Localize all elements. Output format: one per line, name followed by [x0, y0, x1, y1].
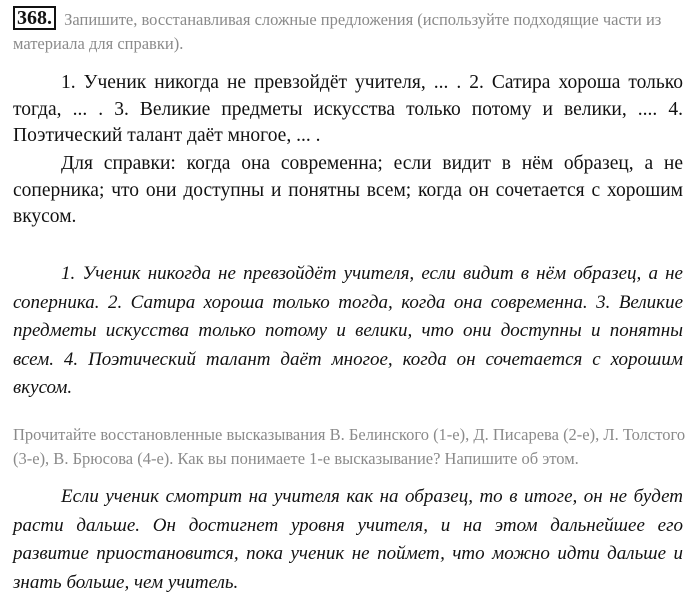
- second-task-instruction: Прочитайте восстановленные высказывания В. Белинского (1-е), Д. Писарева (2-е), Л. Толстого (3-е), В. Брюсова (4-е). Как вы понимаете 1-е высказывание? Напишите об этом.: [13, 425, 686, 468]
- exercise-sentences: 1. Ученик никогда не превзойдёт учителя, ... . 2. Сатира хороша только тогда, ... . 3. Великие предметы искусства только потому и велики, .... 4. Поэтический талант даёт многое, ... .: [13, 72, 683, 146]
- exercise-block: [13, 70, 683, 150]
- essay-block: [13, 483, 683, 597]
- reference-block: [13, 151, 683, 231]
- restored-sentences: 1. Ученик никогда не превзойдёт учителя, если видит в нём образец, а не соперника. 2. Сатира хороша только тогда, когда она современна. 3. Великие предметы искусства только потому и велики, что они доступны и понятны всем. 4. Поэтический талант даёт многое, когда он сочетается с хорошим вкусом.: [13, 263, 683, 398]
- reference-material: Для справки: когда она современна; если видит в нём образец, а не соперника; что они доступны и понятны всем; когда он сочетается с хорошим вкусом.: [13, 153, 683, 227]
- second-task: [13, 423, 693, 470]
- task-instruction: Запишите, восстанавливая сложные предложения (используйте подходящие части из материала для справки).: [13, 10, 662, 53]
- essay-answer: Если ученик смотрит на учителя как на образец, то в итоге, он не будет расти дальше. Он достигнет уровня учителя, и на этом дальнейшее его развитие приостановится, пока ученик не поймет, что можно идти дальше и знать больше, чем учитель.: [13, 486, 683, 593]
- task-number: 368.: [13, 6, 56, 30]
- task-header: [13, 6, 693, 56]
- answer-block: [13, 260, 683, 403]
